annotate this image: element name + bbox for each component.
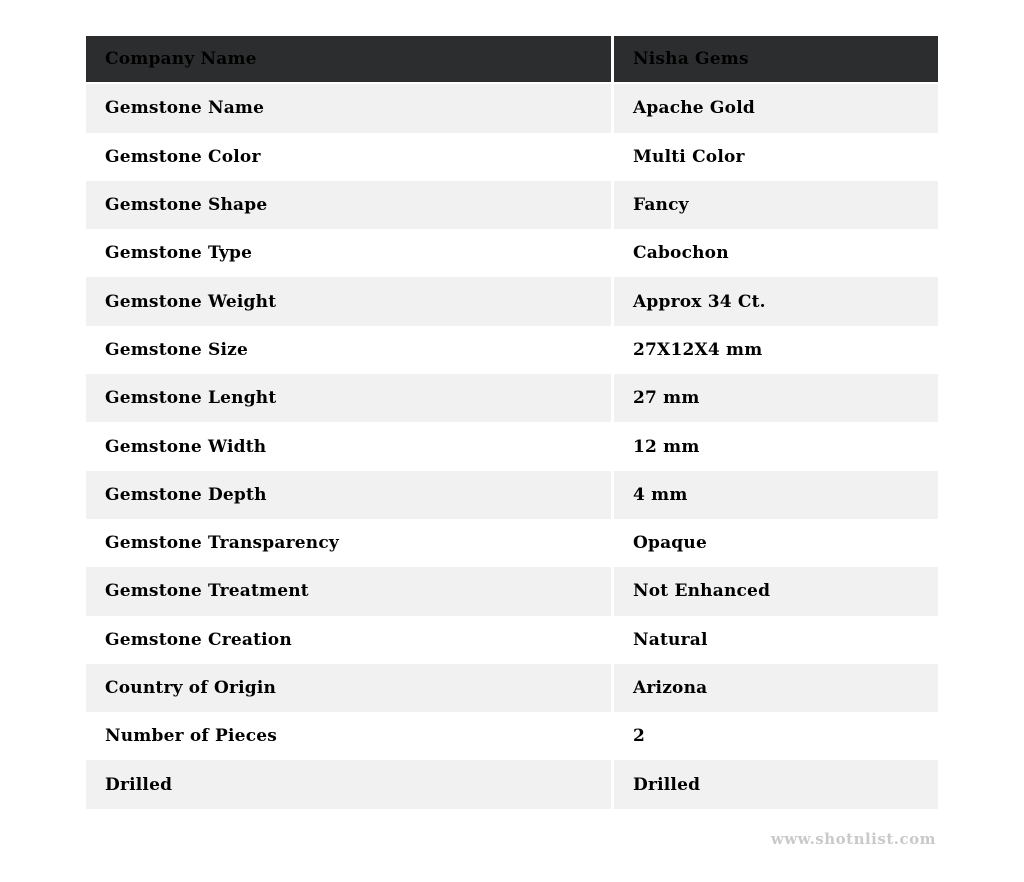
row-value: 27 mm — [614, 374, 938, 422]
table-row — [86, 326, 938, 374]
watermark-website: www.shotnlist.com — [770, 830, 936, 848]
row-value: Multi Color — [614, 133, 938, 181]
table-row — [86, 760, 938, 808]
row-label: Gemstone Treatment — [86, 567, 611, 615]
table-row — [86, 84, 938, 132]
header-company-label: Company Name — [86, 36, 611, 82]
row-value: 2 — [614, 712, 938, 760]
table-row — [86, 229, 938, 277]
row-value: Approx 34 Ct. — [614, 277, 938, 325]
row-value: Natural — [614, 616, 938, 664]
row-label: Drilled — [86, 760, 611, 808]
header-company-value: Nisha Gems — [614, 36, 938, 82]
row-label: Gemstone Width — [86, 422, 611, 470]
row-value: Fancy — [614, 181, 938, 229]
row-value: Opaque — [614, 519, 938, 567]
table-row — [86, 712, 938, 760]
row-label: Gemstone Creation — [86, 616, 611, 664]
row-label: Gemstone Size — [86, 326, 611, 374]
table-row — [86, 616, 938, 664]
table-row — [86, 519, 938, 567]
row-value: Cabochon — [614, 229, 938, 277]
row-value: Drilled — [614, 760, 938, 808]
table-row — [86, 471, 938, 519]
row-label: Gemstone Lenght — [86, 374, 611, 422]
row-value: Arizona — [614, 664, 938, 712]
row-label: Gemstone Name — [86, 84, 611, 132]
row-value: 12 mm — [614, 422, 938, 470]
table-row — [86, 567, 938, 615]
row-label: Gemstone Weight — [86, 277, 611, 325]
row-label: Gemstone Color — [86, 133, 611, 181]
table-row — [86, 133, 938, 181]
table-row — [86, 277, 938, 325]
row-label: Gemstone Depth — [86, 471, 611, 519]
row-label: Gemstone Shape — [86, 181, 611, 229]
row-value: Apache Gold — [614, 84, 938, 132]
table-row — [86, 664, 938, 712]
table-header-row — [86, 36, 938, 82]
table-row — [86, 422, 938, 470]
row-value: 4 mm — [614, 471, 938, 519]
gemstone-spec-table — [86, 36, 938, 809]
row-label: Country of Origin — [86, 664, 611, 712]
table-row — [86, 374, 938, 422]
row-label: Number of Pieces — [86, 712, 611, 760]
row-label: Gemstone Type — [86, 229, 611, 277]
row-label: Gemstone Transparency — [86, 519, 611, 567]
row-value: Not Enhanced — [614, 567, 938, 615]
table-row — [86, 181, 938, 229]
row-value: 27X12X4 mm — [614, 326, 938, 374]
